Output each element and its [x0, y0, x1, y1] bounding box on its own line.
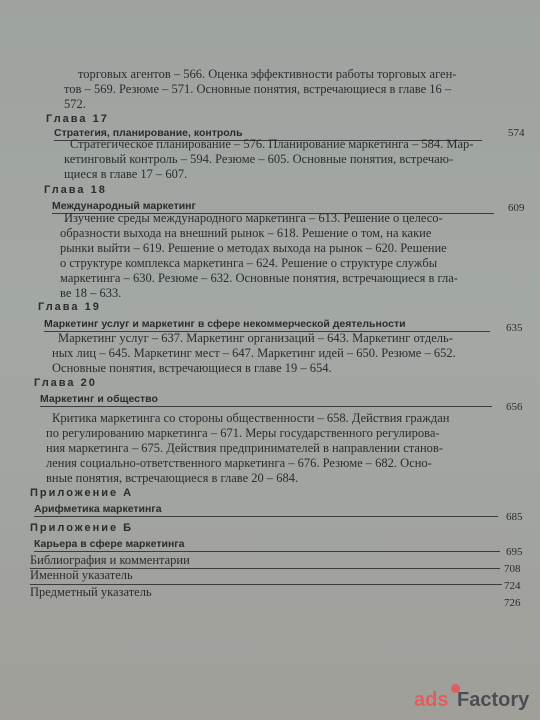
- toc-text-line: Маркетинг услуг – 637. Маркетинг организаций – 643. Маркетинг отдель-: [58, 331, 453, 345]
- chapter-title: Стратегия, планирование, контроль: [54, 127, 243, 139]
- chapter-label: Глава 18: [44, 184, 107, 196]
- chapter-label: Глава 17: [46, 113, 109, 125]
- appendix-label: Приложение Б: [30, 522, 134, 534]
- watermark-text-factory: Factory: [457, 689, 530, 711]
- toc-text-line: вные понятия, встречающиеся в главе 20 – 684.: [46, 471, 299, 485]
- toc-text-line: Стратегическое планирование – 576. Планирование маркетинга – 584. Мар-: [70, 137, 474, 151]
- toc-text-line: кетинговый контроль – 594. Резюме – 605. Основные понятия, встречаю-: [64, 152, 454, 166]
- toc-text-line: Изучение среды международного маркетинга – 613. Решение о целесо-: [64, 211, 443, 225]
- toc-text-line: Основные понятия, встречающиеся в главе 19 – 654.: [52, 361, 332, 375]
- toc-text-line: рынки выйти – 619. Решение о методах выхода на рынок – 620. Решение: [60, 241, 447, 255]
- toc-text-line: о структуре комплекса маркетинга – 624. Решение о структуре службы: [60, 256, 438, 270]
- chapter-title: Маркетинг и общество: [40, 393, 158, 405]
- toc-text-line: по регулированию маркетинга – 671. Меры государственного регулирова-: [46, 426, 440, 440]
- toc-text-line: ных лиц – 645. Маркетинг мест – 647. Маркетинг идей – 650. Резюме – 652.: [52, 346, 456, 360]
- watermark-text-ads: ads: [414, 689, 449, 711]
- page-number: 656: [506, 401, 523, 413]
- toc-text-line: тов – 569. Резюме – 571. Основные понятия, встречающиеся в главе 16 –: [64, 82, 452, 96]
- appendix-title: Карьера в сфере маркетинга: [34, 538, 185, 550]
- page-number: 695: [506, 546, 523, 558]
- toc-text-line: ве 18 – 633.: [60, 286, 122, 300]
- page-number: 635: [506, 322, 523, 334]
- appendix-title: Арифметика маркетинга: [34, 503, 162, 515]
- back-matter-item: Библиография и комментарии: [30, 553, 190, 567]
- toc-text-line: торговых агентов – 566. Оценка эффективности работы торговых аген-: [78, 67, 457, 81]
- title-rule: [40, 406, 492, 407]
- toc-text-line: образности выхода на внешний рынок – 618. Решение о том, на какие: [60, 226, 432, 240]
- page-number: 726: [504, 597, 521, 609]
- title-rule: [34, 516, 498, 517]
- chapter-label: Глава 20: [34, 377, 97, 389]
- page-number: 708: [504, 563, 521, 575]
- toc-text-line: Критика маркетинга со стороны общественности – 658. Действия граждан: [52, 411, 450, 425]
- page-number: 574: [508, 127, 525, 139]
- watermark-logo: [414, 684, 534, 714]
- toc-text-line: щиеся в главе 17 – 607.: [64, 167, 188, 181]
- chapter-label: Глава 19: [38, 301, 101, 313]
- page-number: 609: [508, 202, 525, 214]
- page-number: 685: [506, 511, 523, 523]
- page-number: 724: [504, 580, 521, 592]
- toc-text-line: 572.: [64, 97, 86, 111]
- toc-text-line: ния маркетинга – 675. Действия предпринимателей в направлении станов-: [46, 441, 443, 455]
- back-matter-item: Именной указатель: [30, 568, 133, 582]
- toc-text-line: маркетинга – 630. Резюме – 632. Основные понятия, встречающиеся в гла-: [60, 271, 458, 285]
- appendix-label: Приложение А: [30, 487, 134, 499]
- title-rule: [34, 551, 500, 552]
- back-matter-item: Предметный указатель: [30, 585, 152, 599]
- toc-text-line: ления социально-ответственного маркетинга – 676. Резюме – 682. Осно-: [46, 456, 432, 470]
- chapter-title: Международный маркетинг: [52, 200, 196, 212]
- chapter-title: Маркетинг услуг и маркетинг в сфере некоммерческой деятельности: [44, 318, 406, 330]
